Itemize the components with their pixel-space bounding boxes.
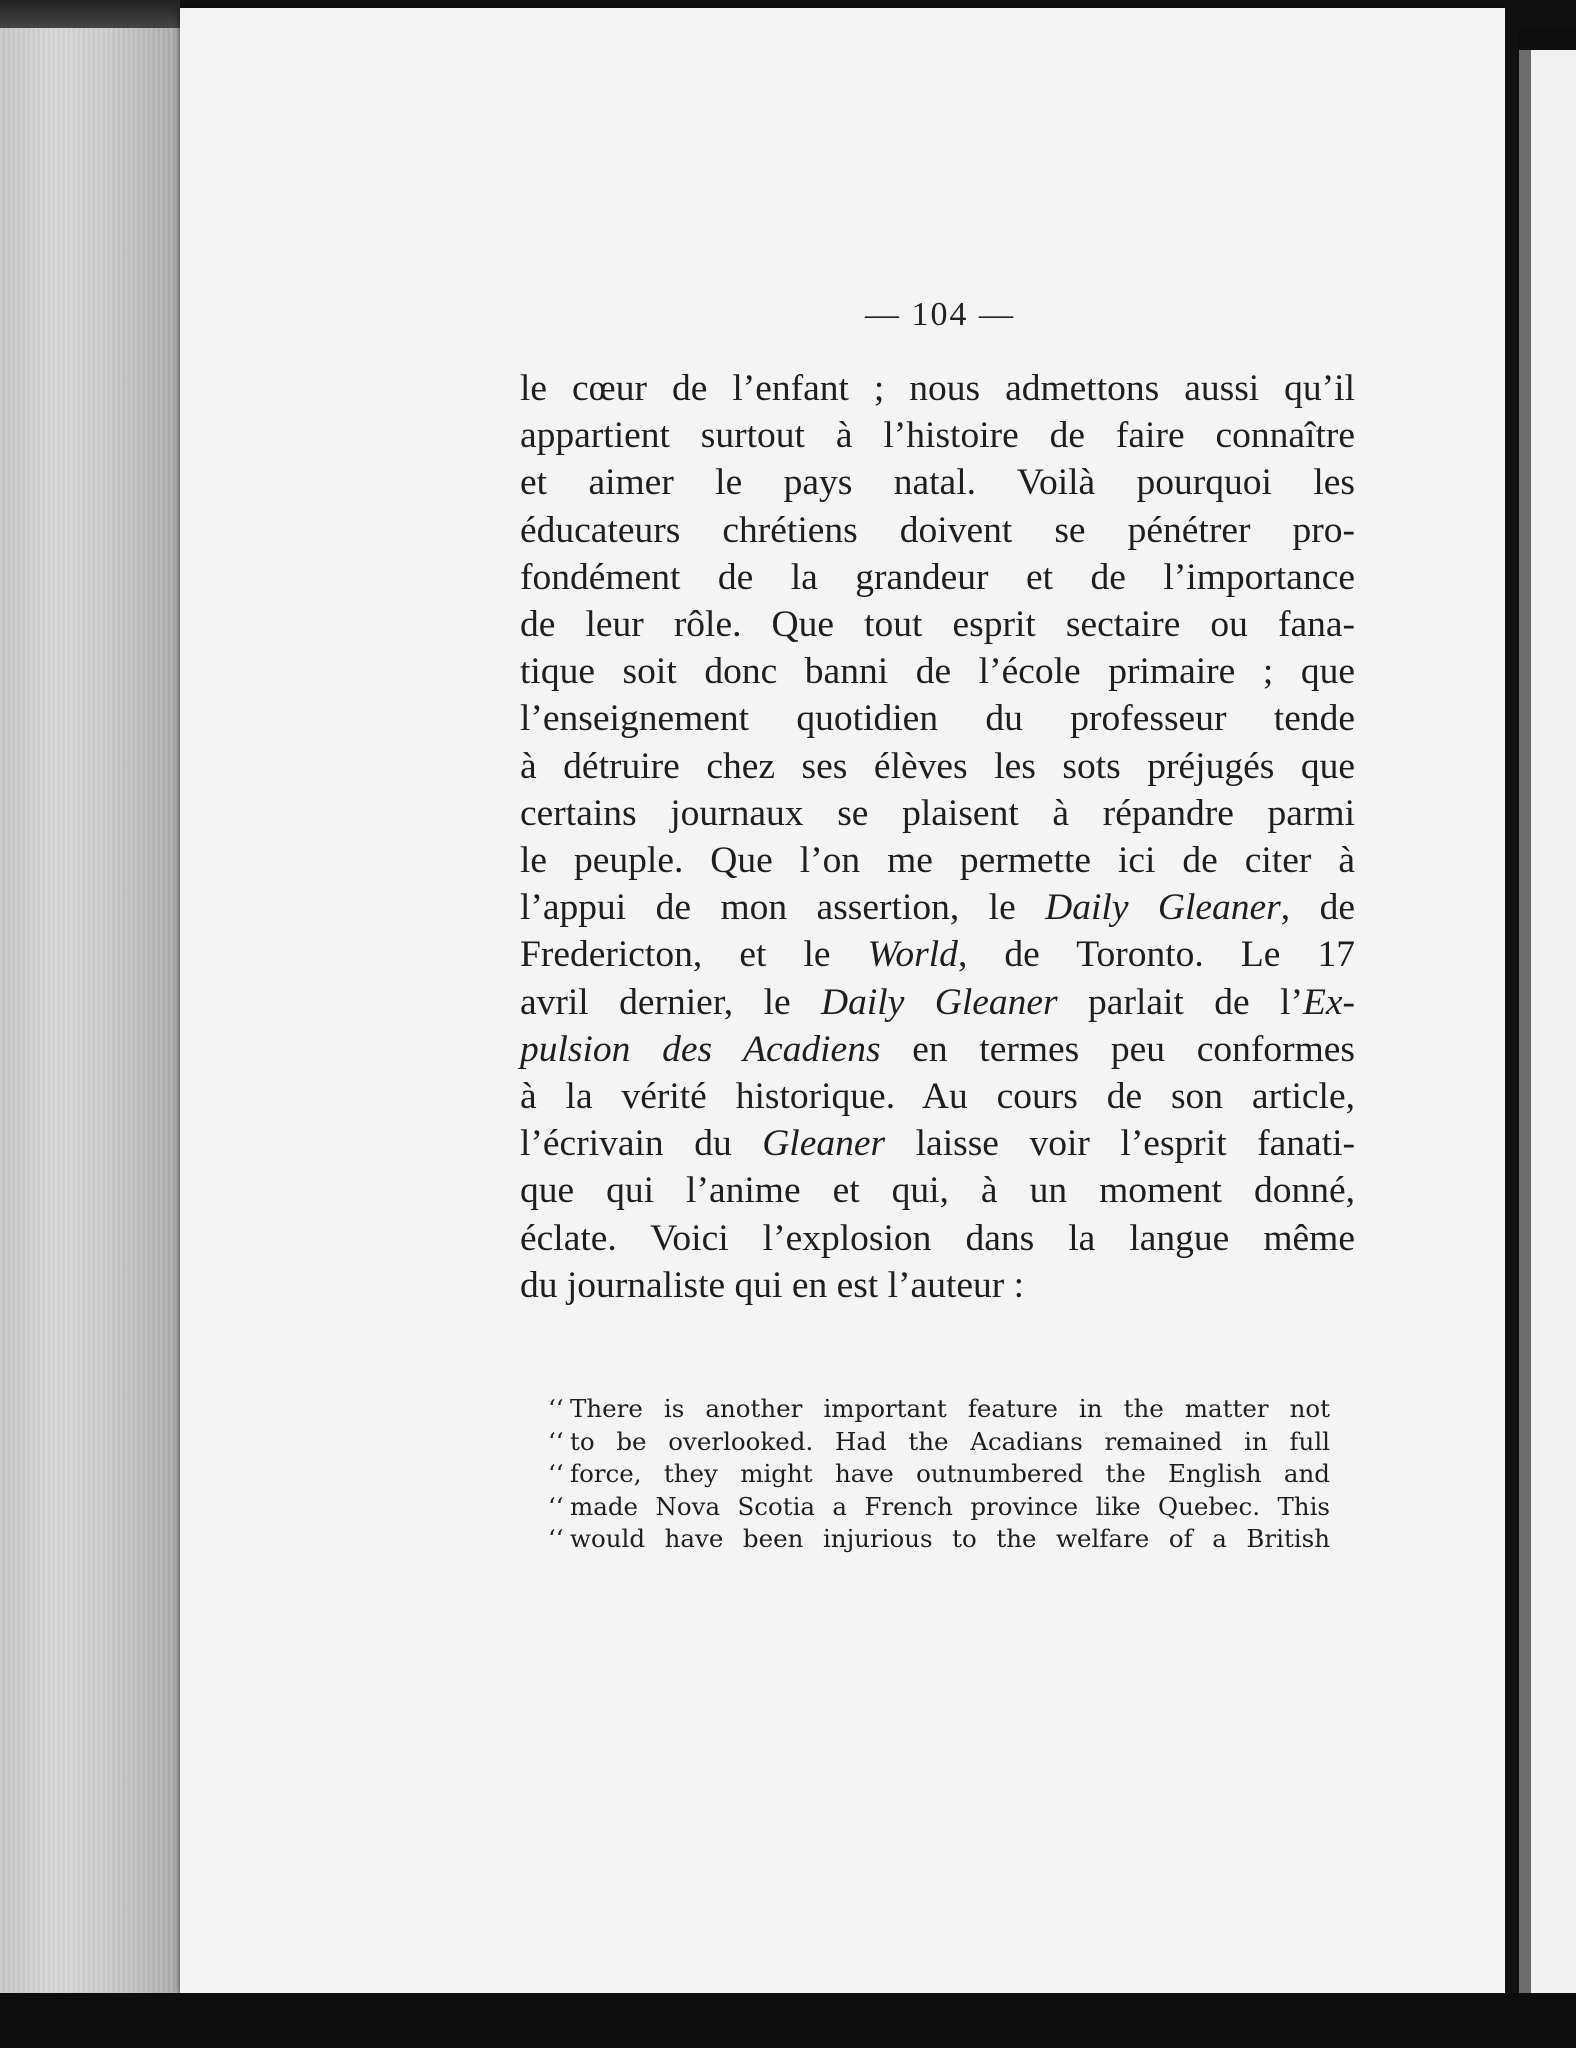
adjacent-page-edge xyxy=(1519,50,1531,1993)
text-line: que qui l’anime et qui, à un moment donné, xyxy=(520,1170,1355,1212)
english-quotation xyxy=(548,1393,1330,1556)
text-line: à détruire chez ses élèves les sots préjugés que xyxy=(520,745,1355,787)
text-run: en termes peu conformes xyxy=(880,1028,1355,1070)
quote-line xyxy=(548,1426,1330,1459)
italic-title: Ex- xyxy=(1302,981,1355,1023)
text-line: certains journaux se plaisent à répandre parmi xyxy=(520,792,1355,834)
quote-text: to be overlooked. Had the Acadians remained in full xyxy=(570,1426,1330,1456)
quote-text: force, they might have outnumbered the English and xyxy=(570,1459,1330,1489)
quote-text: made Nova Scotia a French province like Quebec. This xyxy=(570,1491,1330,1521)
top-left-scan-shadow xyxy=(0,0,180,28)
quote-line xyxy=(548,1491,1330,1524)
italic-title: World xyxy=(867,934,958,976)
bottom-scan-shadow xyxy=(0,1993,1576,2048)
quote-mark: ‘‘ xyxy=(548,1524,564,1554)
text-run: avril dernier, le xyxy=(520,981,822,1023)
text-line: de leur rôle. Que tout esprit sectaire ou fana- xyxy=(520,604,1355,646)
main-paragraph xyxy=(520,365,1355,1309)
italic-title: Daily Gleaner xyxy=(1045,887,1281,929)
italic-title: Daily Gleaner xyxy=(821,981,1058,1023)
text-run: , de xyxy=(1280,887,1355,929)
quote-mark: ‘‘ xyxy=(548,1394,564,1423)
text-line: tique soit donc banni de l’école primaire ; que xyxy=(520,651,1355,693)
text-line: éclate. Voici l’explosion dans la langue même xyxy=(520,1217,1355,1259)
quote-mark: ‘‘ xyxy=(548,1426,564,1456)
text-line xyxy=(520,1026,1355,1073)
page-number: — 104 — xyxy=(865,296,1015,333)
italic-title: pulsion des Acadiens xyxy=(520,1028,881,1070)
text-line xyxy=(520,884,1355,931)
text-line: le cœur de l’enfant ; nous admettons aussi qu’il xyxy=(520,368,1355,409)
text-run: l’écrivain du xyxy=(520,1123,763,1165)
italic-title: Gleaner xyxy=(762,1123,886,1165)
text-run: , de Toronto. Le 17 xyxy=(957,934,1355,976)
text-line: le peuple. Que l’on me permette ici de citer à xyxy=(520,840,1355,882)
text-line: à la vérité historique. Au cours de son article, xyxy=(520,1076,1355,1118)
text-run: Fredericton, et le xyxy=(520,934,868,976)
text-line xyxy=(520,979,1355,1026)
text-run: parlait de l’ xyxy=(1057,981,1303,1023)
quote-text: would have been injurious to the welfare of a British xyxy=(570,1524,1330,1554)
text-line: et aimer le pays natal. Voilà pourquoi les xyxy=(520,462,1355,504)
text-line: éducateurs chrétiens doivent se pénétrer pro- xyxy=(520,509,1355,551)
text-line: l’enseignement quotidien du professeur tende xyxy=(520,698,1355,740)
book-page-edge-texture xyxy=(0,0,185,1993)
quote-line xyxy=(548,1393,1330,1426)
adjacent-page xyxy=(1531,50,1576,1993)
quote-mark: ‘‘ xyxy=(548,1491,564,1521)
quote-text: There is another important feature in the matter not xyxy=(570,1394,1330,1423)
text-line xyxy=(520,931,1355,978)
text-line: appartient surtout à l’histoire de faire connaître xyxy=(520,415,1355,457)
text-line: fondément de la grandeur et de l’importance xyxy=(520,556,1355,598)
text-run: l’appui de mon assertion, le xyxy=(520,887,1046,929)
book-gutter-shadow xyxy=(1505,0,1519,2048)
quote-mark: ‘‘ xyxy=(548,1459,564,1489)
text-line xyxy=(520,1120,1355,1167)
text-line: du journaliste qui en est l’auteur : xyxy=(520,1264,1025,1306)
text-run: laisse voir l’esprit fanati- xyxy=(885,1123,1355,1165)
quote-line xyxy=(548,1458,1330,1491)
quote-line xyxy=(548,1523,1330,1556)
